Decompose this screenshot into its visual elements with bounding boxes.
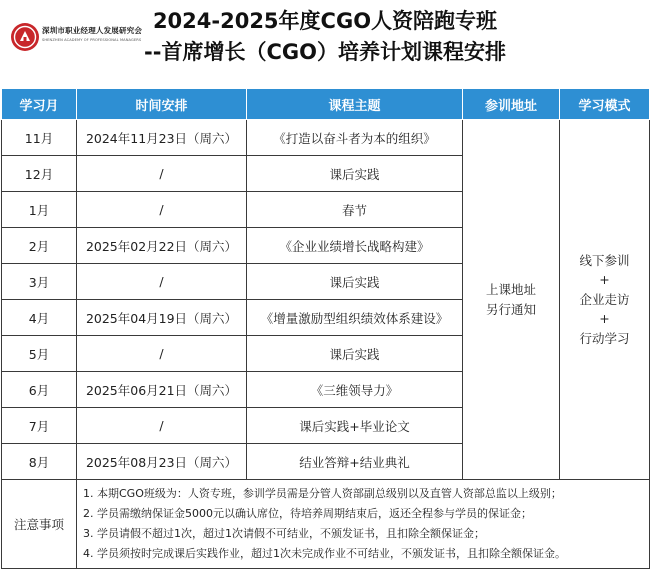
- topic-cell: 《打造以奋斗者为本的组织》: [247, 120, 463, 156]
- time-cell: 2024年11月23日（周六）: [77, 120, 247, 156]
- time-cell: /: [77, 264, 247, 300]
- notes-label: 注意事项: [2, 480, 77, 569]
- topic-cell: 《企业业绩增长战略构建》: [247, 228, 463, 264]
- month-cell: 2月: [2, 228, 77, 264]
- header-topic: 课程主题: [247, 89, 463, 120]
- note-item: 4. 学员须按时完成课后实践作业，超过1次未完成作业不可结业，不颁发证书，且扣除全额保证金。: [83, 547, 566, 560]
- address-line: 上课地址: [485, 282, 536, 298]
- topic-cell: 春节: [247, 192, 463, 228]
- topic-cell: 结业答辩+结业典礼: [247, 444, 463, 480]
- logo-name-cn: 深圳市职业经理人发展研究会: [42, 26, 143, 35]
- month-cell: 6月: [2, 372, 77, 408]
- time-cell: 2025年06月21日（周六）: [77, 372, 247, 408]
- notes-row: [2, 480, 650, 569]
- topic-cell: 课后实践: [247, 156, 463, 192]
- note-item: 3. 学员请假不超过1次，超过1次请假不可结业，不颁发证书，且扣除全额保证金；: [83, 527, 485, 540]
- topic-cell: 《三维领导力》: [247, 372, 463, 408]
- mode-line: +: [599, 272, 610, 288]
- topic-cell: 《增量激励型组织绩效体系建设》: [247, 300, 463, 336]
- time-cell: /: [77, 192, 247, 228]
- mode-line: 行动学习: [579, 330, 630, 346]
- note-item: 2. 学员需缴纳保证金5000元以确认席位，待培养周期结束后，返还全程参与学员的保证金；: [83, 507, 532, 520]
- month-cell: 1月: [2, 192, 77, 228]
- time-cell: 2025年02月22日（周六）: [77, 228, 247, 264]
- month-cell: 4月: [2, 300, 77, 336]
- month-cell: 7月: [2, 408, 77, 444]
- mode-cell: [560, 120, 650, 480]
- month-cell: 12月: [2, 156, 77, 192]
- header-month: 学习月: [2, 89, 77, 120]
- mode-line: 企业走访: [579, 291, 630, 307]
- page-header: [0, 0, 650, 88]
- page-title: 2024-2025年度CGO人资陪跑专班: [152, 9, 498, 33]
- page-subtitle: --首席增长（CGO）培养计划课程安排: [144, 40, 506, 64]
- month-cell: 5月: [2, 336, 77, 372]
- logo-name-en: SHENZHEN ACADEMY OF PROFESSIONAL MANAGERS: [42, 38, 142, 42]
- topic-cell: 课后实践: [247, 264, 463, 300]
- table-header-row: [2, 89, 650, 120]
- topic-cell: 课后实践: [247, 336, 463, 372]
- table-row: [2, 120, 650, 156]
- time-cell: 2025年08月23日（周六）: [77, 444, 247, 480]
- time-cell: /: [77, 336, 247, 372]
- header-address: 参训地址: [463, 89, 560, 120]
- month-cell: 3月: [2, 264, 77, 300]
- notes-cell: [77, 480, 650, 569]
- header-mode: 学习模式: [560, 89, 650, 120]
- header-time: 时间安排: [77, 89, 247, 120]
- mode-line: 线下参训: [579, 253, 630, 269]
- schedule-table: [1, 88, 650, 569]
- time-cell: /: [77, 408, 247, 444]
- address-line: 另行通知: [485, 301, 536, 317]
- note-item: 1. 本期CGO班级为：人资专班，参训学员需是分管人资部副总级别以及直管人资部总监以上级别；: [83, 487, 562, 500]
- time-cell: 2025年04月19日（周六）: [77, 300, 247, 336]
- topic-cell: 课后实践+毕业论文: [247, 408, 463, 444]
- month-cell: 11月: [2, 120, 77, 156]
- mode-line: +: [599, 311, 610, 327]
- month-cell: 8月: [2, 444, 77, 480]
- time-cell: /: [77, 156, 247, 192]
- address-cell: [463, 120, 560, 480]
